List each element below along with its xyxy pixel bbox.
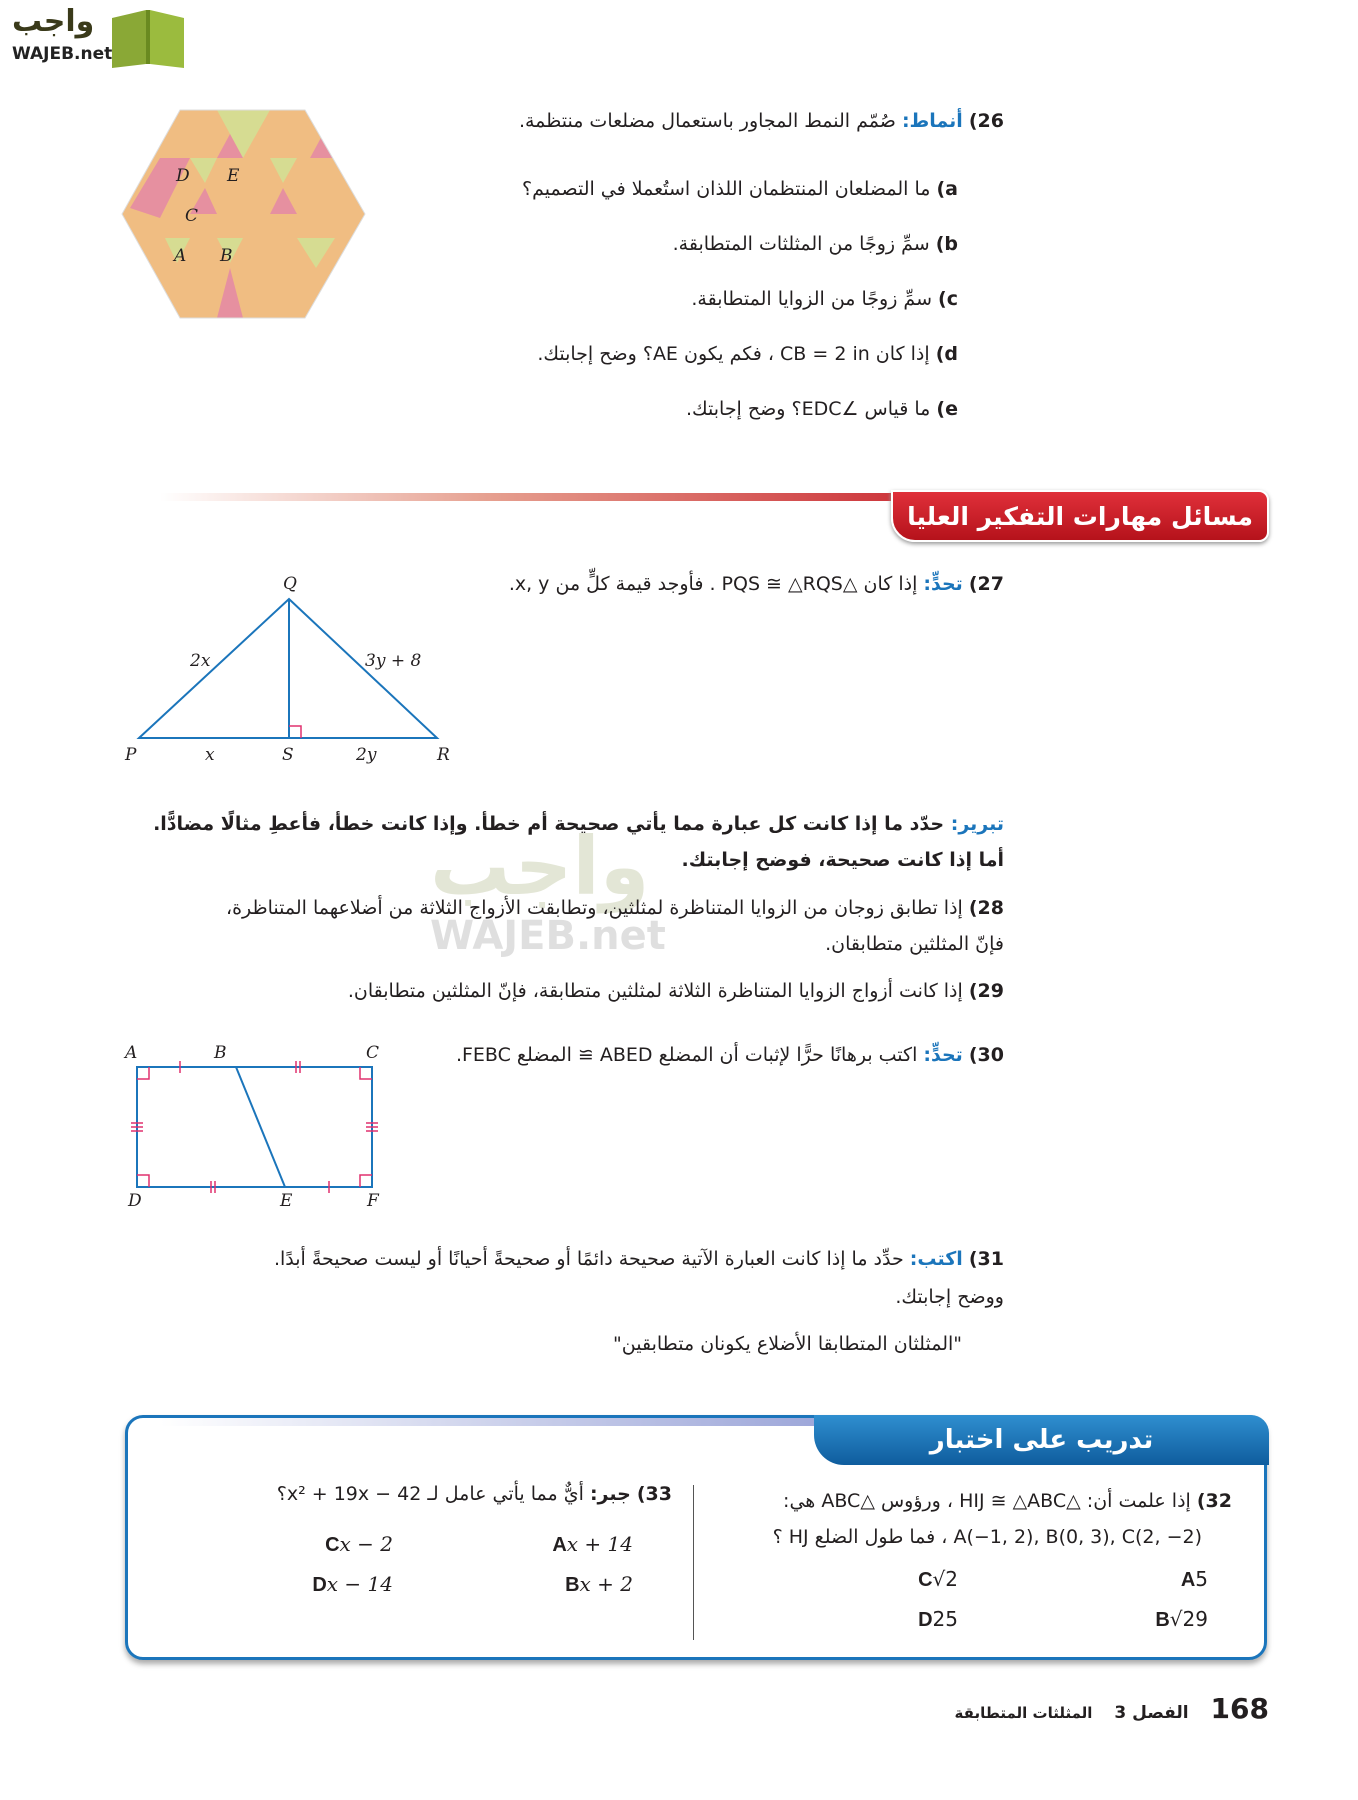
question-29: 29) إذا كانت أزواج الزوايا المتناظرة الثلاثة لمثلثين متطابقة، فإنّ المثلثين متطابقان.	[347, 980, 1004, 1002]
reasoning-instructions: تبرير: حدّد ما إذا كانت كل عبارة مما يأتي صحيحة أم خطأ. وإذا كانت خطأ، فأعطِ مثالًا مضادًّا. أما إذا كانت صحيحة، فوضح إجابتك.	[153, 813, 1004, 871]
q32-option-c[interactable]: C√2	[918, 1567, 958, 1591]
q26-item-e: e) ما قياس ∠EDC؟ وضح إجابتك.	[685, 398, 958, 420]
logo-latin: WAJEB.net	[12, 44, 113, 64]
q33-option-d[interactable]: Dx − 14	[312, 1572, 393, 1596]
rectangle-acfd-figure	[0, 0, 420, 1220]
question-26	[519, 110, 1004, 132]
label-2x: 2x	[190, 651, 211, 671]
label-a: A	[174, 246, 187, 266]
q33-option-a[interactable]: Ax + 14	[552, 1532, 633, 1556]
logo-arabic: واجب	[12, 4, 95, 39]
q32-option-b[interactable]: B√29	[1155, 1607, 1208, 1631]
q26-item-b: b) سمِّ زوجًا من المثلثات المتطابقة.	[672, 233, 958, 255]
page-number: 168	[1210, 1692, 1269, 1725]
test-practice-title: تدريب على اختبار	[814, 1415, 1269, 1465]
q31-quote: "المثلثان المتطابقا الأضلاع يكونان متطابقين"	[613, 1333, 962, 1355]
label-d: D	[176, 166, 190, 186]
question-28: 28) إذا تطابق زوجان من الزوايا المتناظرة لمثلثين، وتطابقت الأزواج الثلاثة من أضلاعهما المتناظرة، فإنّ المثلثين متطابقان.	[225, 897, 1004, 955]
q32-option-a[interactable]: A5	[1180, 1567, 1208, 1591]
practice-header-gradient	[160, 1418, 840, 1426]
page-footer	[955, 1692, 1269, 1725]
question-31: 31) اكتب: حدِّد ما إذا كانت العبارة الآتية صحيحة دائمًا أو صحيحةً أحيانًا أو ليست صحيحةً أبدًا. ووضح إجابتك.	[273, 1248, 1004, 1308]
label-r: R	[437, 745, 450, 765]
label-e: E	[227, 166, 240, 186]
footer-chapter-title: المثلثات المتطابقة	[954, 1704, 1093, 1722]
section-title-banner: مسائل مهارات التفكير العليا	[891, 490, 1269, 542]
label-e: E	[280, 1191, 293, 1211]
q33-option-c[interactable]: Cx − 2	[325, 1532, 393, 1556]
label-x: x	[205, 745, 215, 765]
q26-keyword: أنماط:	[901, 110, 963, 132]
label-b: B	[214, 1043, 227, 1063]
q32-option-d[interactable]: D25	[918, 1607, 958, 1631]
label-3y8: 3y + 8	[365, 651, 422, 671]
q26-item-a: a) ما المضلعان المنتظمان اللذان استُعملا في التصميم؟	[522, 178, 958, 200]
column-divider	[693, 1485, 694, 1640]
question-30: 30) تحدٍّ: اكتب برهانًا حرًّا لإثبات أن المضلع ABED ≅ المضلع FEBC.	[455, 1044, 1004, 1066]
label-q: Q	[283, 574, 297, 594]
label-a: A	[125, 1043, 138, 1063]
label-c: C	[185, 206, 199, 226]
q26-text: صُمّم النمط المجاور باستعمال مضلعات منتظمة.	[518, 110, 896, 132]
label-f: F	[367, 1191, 379, 1211]
q26-item-d: d) إذا كان CB = 2 in ، فكم يكون AE؟ وضح إجابتك.	[537, 343, 958, 365]
wajeb-watermark: واجب WAJEB.net	[430, 820, 666, 959]
question-27: 27) تحدٍّ: إذا كان △PQS ≅ △RQS . فأوجد قيمة كلٍّ من x, y.	[508, 573, 1004, 595]
q26-number: 26)	[968, 110, 1004, 132]
label-p: P	[125, 745, 137, 765]
label-s: S	[282, 745, 294, 765]
footer-chapter: الفصل 3	[1114, 1703, 1189, 1723]
q26-item-c: c) سمِّ زوجًا من الزوايا المتطابقة.	[691, 288, 958, 310]
question-33: 33) جبر: أيٌّ مما يأتي عامل لـ x² + 19x − 42؟	[276, 1483, 672, 1505]
q33-option-b[interactable]: Bx + 2	[565, 1572, 633, 1596]
label-2y: 2y	[356, 745, 377, 765]
label-b: B	[220, 246, 233, 266]
question-32: 32) إذا علمت أن: △HIJ ≅ △ABC ، ورؤوس △ABC هي: A(−1, 2), B(0, 3), C(2, −2) ، فما طول الضلع HJ ؟	[772, 1490, 1232, 1548]
label-d: D	[128, 1191, 142, 1211]
label-c: C	[366, 1043, 380, 1063]
